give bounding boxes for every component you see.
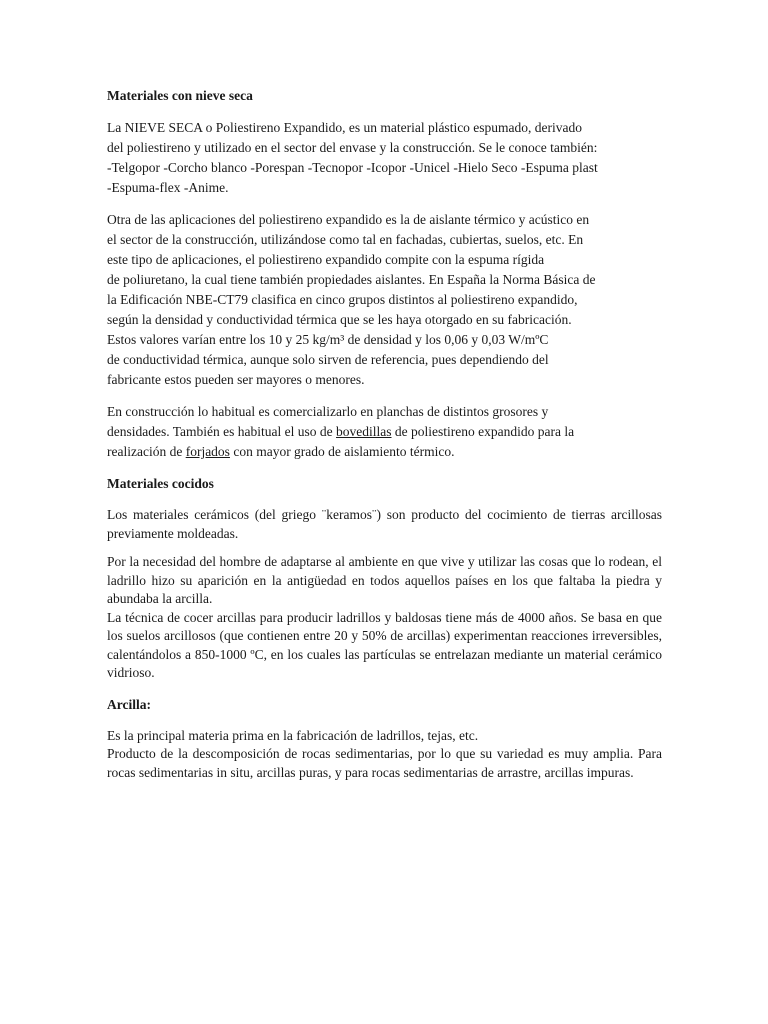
text-line: el sector de la construcción, utilizándose como tal en fachadas, cubiertas, suelos, etc. En [107,232,584,247]
section-heading-arcilla: Arcilla: [107,696,151,712]
text-line: -Telgopor -Corcho blanco -Porespan -Tecnopor -Icopor -Unicel -Hielo Seco -Espuma plast [107,160,598,175]
paragraph-aislante [107,210,662,390]
text-line: -Espuma-flex -Anime. [107,180,229,195]
document-page [107,86,662,794]
text-line: Estos valores varían entre los 10 y 25 kg/m³ de densidad y los 0,06 y 0,03 W/mºC [107,332,549,347]
text-line: según la densidad y conductividad térmica que se les haya otorgado en su fabricación. [107,312,572,327]
paragraph-materia-prima: Es la principal materia prima en la fabricación de ladrillos, tejas, etc. [107,727,479,743]
text-line: Otra de las aplicaciones del poliestireno expandido es la de aislante térmico y acústico en [107,212,590,227]
section-heading-nieve-seca: Materiales con nieve seca [107,88,253,103]
paragraph-ceramicos: Los materiales cerámicos (del griego ¨keramos¨) son producto del cocimiento de tierras arcillosas previamente moldeadas. [107,507,662,541]
text-fragment: densidades. También es habitual el uso de [107,424,336,439]
text-line: La NIEVE SECA o Poliestireno Expandido, es un material plástico espumado, derivado [107,120,583,135]
paragraph-tecnica-coccion: La técnica de cocer arcillas para producir ladrillos y baldosas tiene más de 4000 años. Se basa en que los suelos arcillosos (que contienen entre 20 y 50% de arcillas) experimentan reacciones irreversibles, calentándolos a 850-1000 ºC, en los cuales las partículas se entrelazan mediante un material cerámico vidrioso. [107,609,662,680]
text-line: fabricante estos pueden ser mayores o menores. [107,372,365,387]
text-fragment: con mayor grado de aislamiento térmico. [229,444,455,459]
forjados-link[interactable]: forjados [185,444,230,459]
text-fragment: realización de [107,444,186,459]
text-line: del poliestireno y utilizado en el sector del envase y la construcción. Se le conoce también: [107,140,598,155]
paragraph-nieve-seca-intro [107,118,662,198]
paragraph-descomposicion: Producto de la descomposición de rocas sedimentarias, por lo que su variedad es muy amplia. Para rocas sedimentarias in situ, arcillas puras, y para rocas sedimentarias de arrastre, arcillas impuras. [107,746,662,780]
paragraph-construccion [107,402,662,462]
text-line [107,442,662,462]
text-line: En construcción lo habitual es comercializarlo en planchas de distintos grosores y [107,404,549,419]
text-fragment: de poliestireno expandido para la [391,424,575,439]
bovedillas-link[interactable]: bovedillas [336,424,392,439]
text-line: de conductividad térmica, aunque solo sirven de referencia, pues dependiendo del [107,352,549,367]
section-heading-cocidos: Materiales cocidos [107,476,214,491]
paragraph-ladrillo-origen: Por la necesidad del hombre de adaptarse al ambiente en que vive y utilizar las cosas que lo rodean, el ladrillo hizo su aparición en la antigüedad en todos aquellos países en los que faltaba la piedra y abundaba la arcilla. [107,554,662,606]
text-line: la Edificación NBE-CT79 clasifica en cinco grupos distintos al poliestireno expandido, [107,292,578,307]
text-line [107,422,662,442]
text-line: de poliuretano, la cual tiene también propiedades aislantes. En España la Norma Básica de [107,272,596,287]
text-line: este tipo de aplicaciones, el poliestireno expandido compite con la espuma rígida [107,252,545,267]
